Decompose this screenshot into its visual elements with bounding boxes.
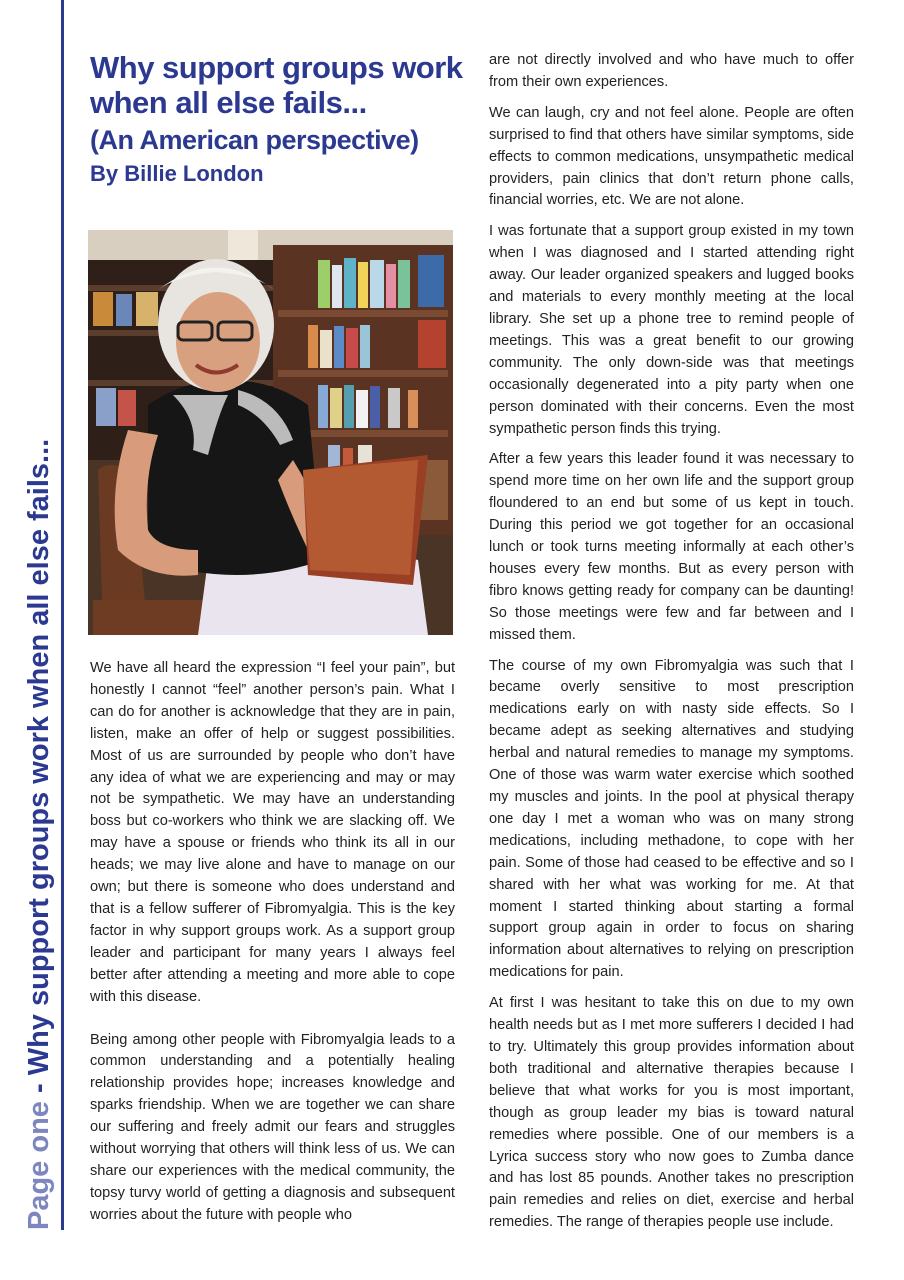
page-number-label: Page one	[23, 1101, 55, 1230]
left-column	[90, 658, 455, 1236]
right-column	[489, 50, 854, 1243]
body-paragraph: The course of my own Fibromyalgia was such that I became overly sensitive to most prescription medications early on with nasty side effects. So I became adept as seeking alternatives and studying herbal and natural remedies to manage my symptoms. One of those was warm water exercise which soothed my muscles and joints. In the pool at physical therapy one day I met a woman who was on many strong medications, including methadone, to cope with her pain. Some of those had ceased to be effective and so I shared with her what was working for me. At that moment I started thinking about starting a formal support group again in order to focus on sharing information about alternatives to relying on prescription medications for pain.	[489, 657, 854, 981]
body-paragraph: are not directly involved and who have much to offer from their own experiences.	[489, 52, 854, 90]
body-paragraph: I was fortunate that a support group existed in my town when I was diagnosed and I started attending right away. Our leader organized speakers and lugged books and materials to every monthly meeting at the local library. She set up a phone tree to remind people of meetings. This was a great benefit to our growing community. The only down-side was that meetings occasionally degenerated into a pity party when one person dominated with their concerns. Even the most sympathetic person finds this trying.	[489, 223, 854, 437]
vertical-page-label	[25, 439, 54, 1230]
body-paragraph: We have all heard the expression “I feel your pain”, but honestly I cannot “feel” another person’s pain. What I can do for another is acknowledge that they are in pain, listen, make an offer of help or suggest possibilities. Most of us are surrounded by people who don’t have any idea of what we are experiencing and may or may not be sympathetic. We may have an understanding boss but co-workers who think we are slacking off. We may have a spouse or friends who think its all in our heads; we may live alone and have to manage on our own; but there is someone who does understand and that is a fellow sufferer of Fibromyalgia. This is the key factor in why support groups work. As a support group leader and participant for many years I always feel better after attending a meeting and more able to cope with this disease.	[90, 660, 455, 1005]
vertical-rule	[61, 0, 64, 1230]
article-header	[90, 50, 465, 188]
author-photo	[88, 230, 453, 635]
body-paragraph: We can laugh, cry and not feel alone. People are often surprised to find that others have similar symptoms, side effects to common medications, unsympathetic medical providers, pain clinics that don’t return phone calls, financial worries, etc. We are not alone.	[489, 104, 854, 209]
separator-dash: -	[23, 1075, 55, 1102]
article-subtitle: (An American perspective)	[90, 125, 419, 155]
body-paragraph: At first I was hesitant to take this on due to my own health needs but as I met more sufferers I decided I had to try. Ultimately this group provides information about both traditional and alternative therapies because I believe that what works for you is most important, though as group leader my bias is toward natural remedies where possible. One of our members is a Lyrica success story who now goes to Zumba dance and has lost 85 pounds. Another takes no prescription pain remedies and relies on diet, exercise and herbal remedies. The range of therapies people use include.	[489, 995, 854, 1231]
body-paragraph: After a few years this leader found it was necessary to spend more time on her own life and the support group floundered to an end but some of us kept in touch. During this period we got together for an occasional lunch or took turns meeting informally at each other’s houses every few months. But as every person with fibro knows getting ready for company can be daunting! So those meetings were few and far between and I missed them.	[489, 451, 854, 643]
article-byline: By Billie London	[90, 161, 264, 186]
body-paragraph: Being among other people with Fibromyalgia leads to a common understanding and a potentially healing relationship provides hope; increases knowledge and sparks friendship. When we are together we can share our suffering and freely admit our fears and struggles without worrying that others will think less of us. We can share our experiences with the medical community, the topsy turvy world of getting a diagnosis and subsequent worries about the future with people who	[90, 1031, 455, 1223]
running-title: Why support groups work when all else fails...	[23, 438, 55, 1076]
article-title: Why support groups work when all else fails...	[90, 50, 463, 120]
